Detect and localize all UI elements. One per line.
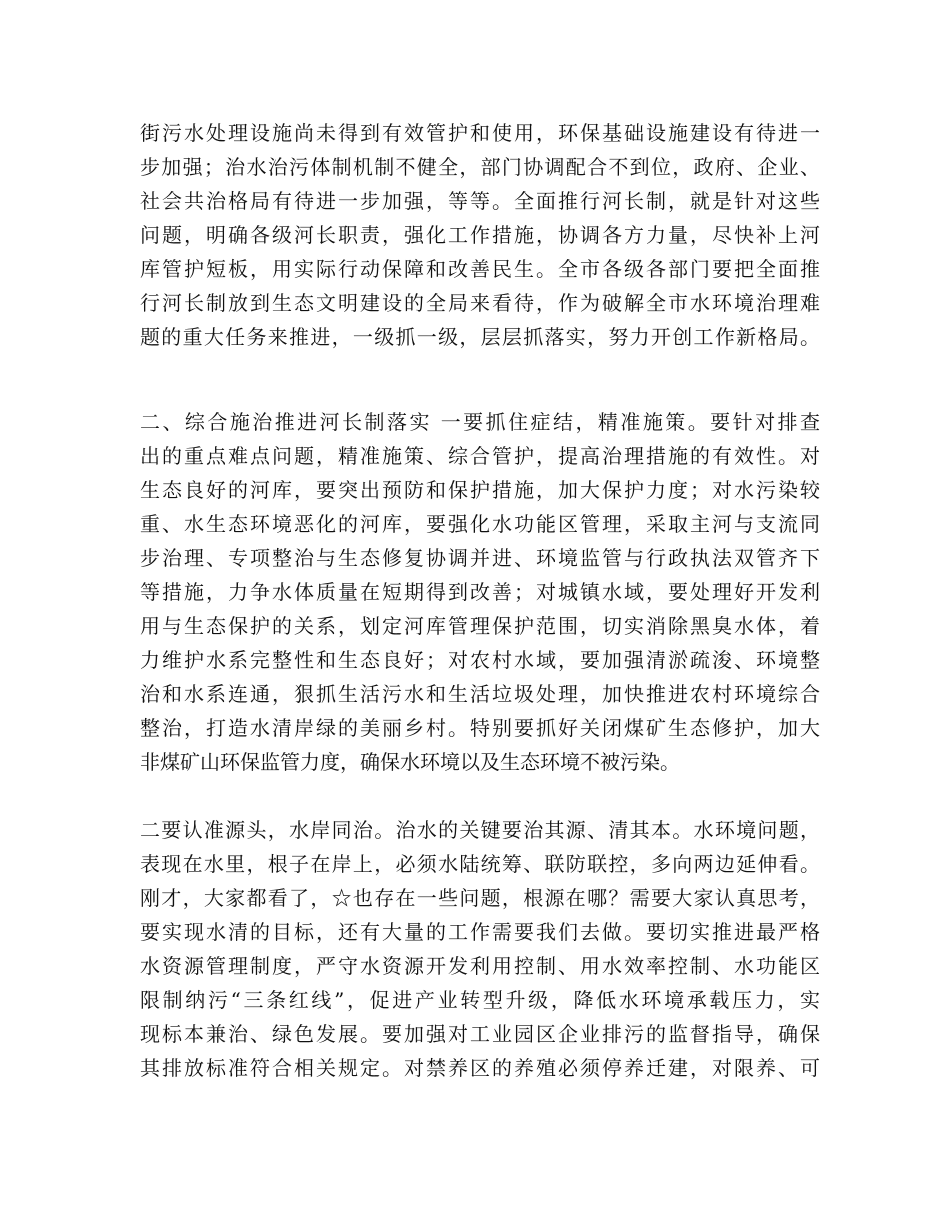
text-line: 步治理、专项整治与生态修复协调并进、环境监管与行政执法双管齐下 [140,546,820,570]
text-line: 治和水系连通，狠抓生活污水和生活垃圾处理，加快推进农村环境综合 [140,682,820,706]
text-line: 要实现水清的目标，还有大量的工作需要我们去做。要切实推进最严格 [140,920,820,944]
text-line: 重、水生态环境恶化的河库，要强化水功能区管理，采取主河与支流同 [140,512,820,536]
text-line: 库管护短板，用实际行动保障和改善民生。全市各级各部门要把全面推 [140,257,820,281]
paragraph-2 [140,405,820,779]
text-line: 限制纳污“三条红线”，促进产业转型升级，降低水环境承载压力，实 [140,988,820,1012]
text-line: 行河长制放到生态文明建设的全局来看待，作为破解全市水环境治理难 [140,291,820,315]
text-line: 步加强；治水治污体制机制不健全，部门协调配合不到位，政府、企业、 [140,155,820,179]
text-line: 非煤矿山环保监管力度，确保水环境以及生态环境不被污染。 [140,750,680,774]
text-line: 问题，明确各级河长职责，强化工作措施，协调各方力量，尽快补上河 [140,223,820,247]
section-heading-line: 二、综合施治推进河长制落实 一要抓住症结，精准施策。要针对排查 [140,410,820,434]
text-line: 题的重大任务来推进，一级抓一级，层层抓落实，努力开创工作新格局。 [140,325,820,349]
text-line: 出的重点难点问题，精准施策、综合管护，提高治理措施的有效性。对 [140,444,820,468]
text-line: 现标本兼治、绿色发展。要加强对工业园区企业排污的监督指导，确保 [140,1022,820,1046]
text-line: 二要认准源头，水岸同治。治水的关键要治其源、清其本。水环境问题， [140,818,820,842]
text-line: 生态良好的河库，要突出预防和保护措施，加大保护力度；对水污染较 [140,478,820,502]
text-line: 力维护水系完整性和生态良好；对农村水域，要加强清淤疏浚、环境整 [140,648,820,672]
text-line: 社会共治格局有待进一步加强，等等。全面推行河长制，就是针对这些 [140,189,820,213]
text-line: 整治，打造水清岸绿的美丽乡村。特别要抓好关闭煤矿生态修护，加大 [140,716,820,740]
text-line: 用与生态保护的关系，划定河库管理保护范围，切实消除黑臭水体，着 [140,614,820,638]
paragraph-1 [140,116,820,354]
paragraph-3 [140,813,820,1085]
text-line: 等措施，力争水体质量在短期得到改善；对城镇水域，要处理好开发利 [140,580,820,604]
text-line: 水资源管理制度，严守水资源开发利用控制、用水效率控制、水功能区 [140,954,820,978]
text-line: 街污水处理设施尚未得到有效管护和使用，环保基础设施建设有待进一 [140,121,820,145]
text-line: 表现在水里，根子在岸上，必须水陆统筹、联防联控，多向两边延伸看。 [140,852,820,876]
text-line: 刚才，大家都看了，☆也存在一些问题，根源在哪？需要大家认真思考， [140,886,820,910]
text-line: 其排放标准符合相关规定。对禁养区的养殖必须停养迁建，对限养、可 [140,1056,820,1080]
